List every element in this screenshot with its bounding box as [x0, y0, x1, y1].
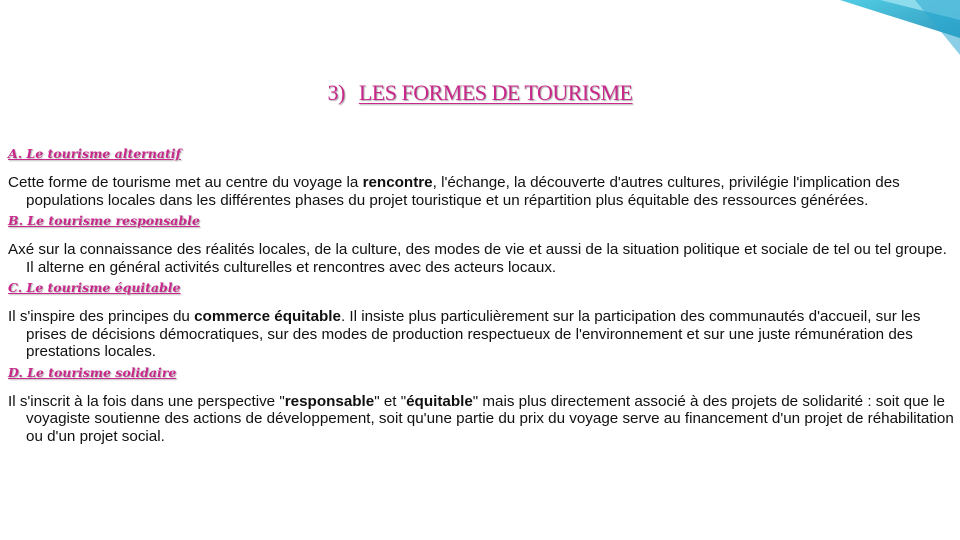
text-run: , l'échange, la découverte d'autres cultures, privilégie l'implication des populations locales dans les différentes phases du projet touristique et un répartition plus équitable des ressources générées. [26, 174, 900, 209]
section-heading: A. Le tourisme alternatif [8, 146, 181, 161]
text-run: " mais plus directement associé à des projets de solidarité : soit que le voyagiste soutienne des actions de développement, soit qu'une partie du prix du voyage serve au financement d'un projet de réhabilitation ou d'un projet social. [26, 392, 954, 445]
title-number: 3) [327, 80, 345, 105]
corner-decoration [820, 0, 960, 60]
title-text: LES FORMES DE TOURISME [358, 80, 633, 105]
text-run: Il s'inspire des principes du [8, 308, 195, 325]
section-paragraph [8, 174, 954, 209]
bold-run: rencontre [362, 174, 433, 191]
section-heading: B. Le tourisme responsable [8, 213, 200, 228]
section-paragraph: Axé sur la connaissance des réalités locales, de la culture, des modes de vie et aussi de la situation politique et sociale de tel ou tel groupe. Il alterne en général activités culturelles et rencontres avec des acteurs locaux. [8, 241, 947, 276]
slide-content [8, 146, 954, 449]
slide-title [0, 80, 960, 106]
section-tourisme-equitable [8, 280, 954, 361]
section-paragraph [8, 393, 954, 446]
section-heading: D. Le tourisme solidaire [8, 364, 177, 380]
text-run: . Il insiste plus particulièrement sur la participation des communautés d'accueil, sur les prises de décisions démocratiques, sur des modes de production respectueux de l'environnement et sur une juste rémunération des prestations locales. [26, 308, 921, 360]
section-tourisme-solidaire [8, 365, 954, 446]
section-tourisme-alternatif [8, 146, 954, 209]
text-run: " et " [374, 392, 407, 410]
bold-run: équitable [406, 392, 473, 410]
bold-run: commerce équitable [194, 308, 341, 325]
section-paragraph [8, 308, 954, 361]
text-run: Cette forme de tourisme met au centre du voyage la [8, 174, 363, 191]
section-tourisme-responsable [8, 213, 954, 276]
bold-run: responsable [284, 392, 375, 410]
section-heading: C. Le tourisme équitable [8, 280, 181, 295]
text-run: Il s'inscrit à la fois dans une perspective " [8, 392, 285, 410]
